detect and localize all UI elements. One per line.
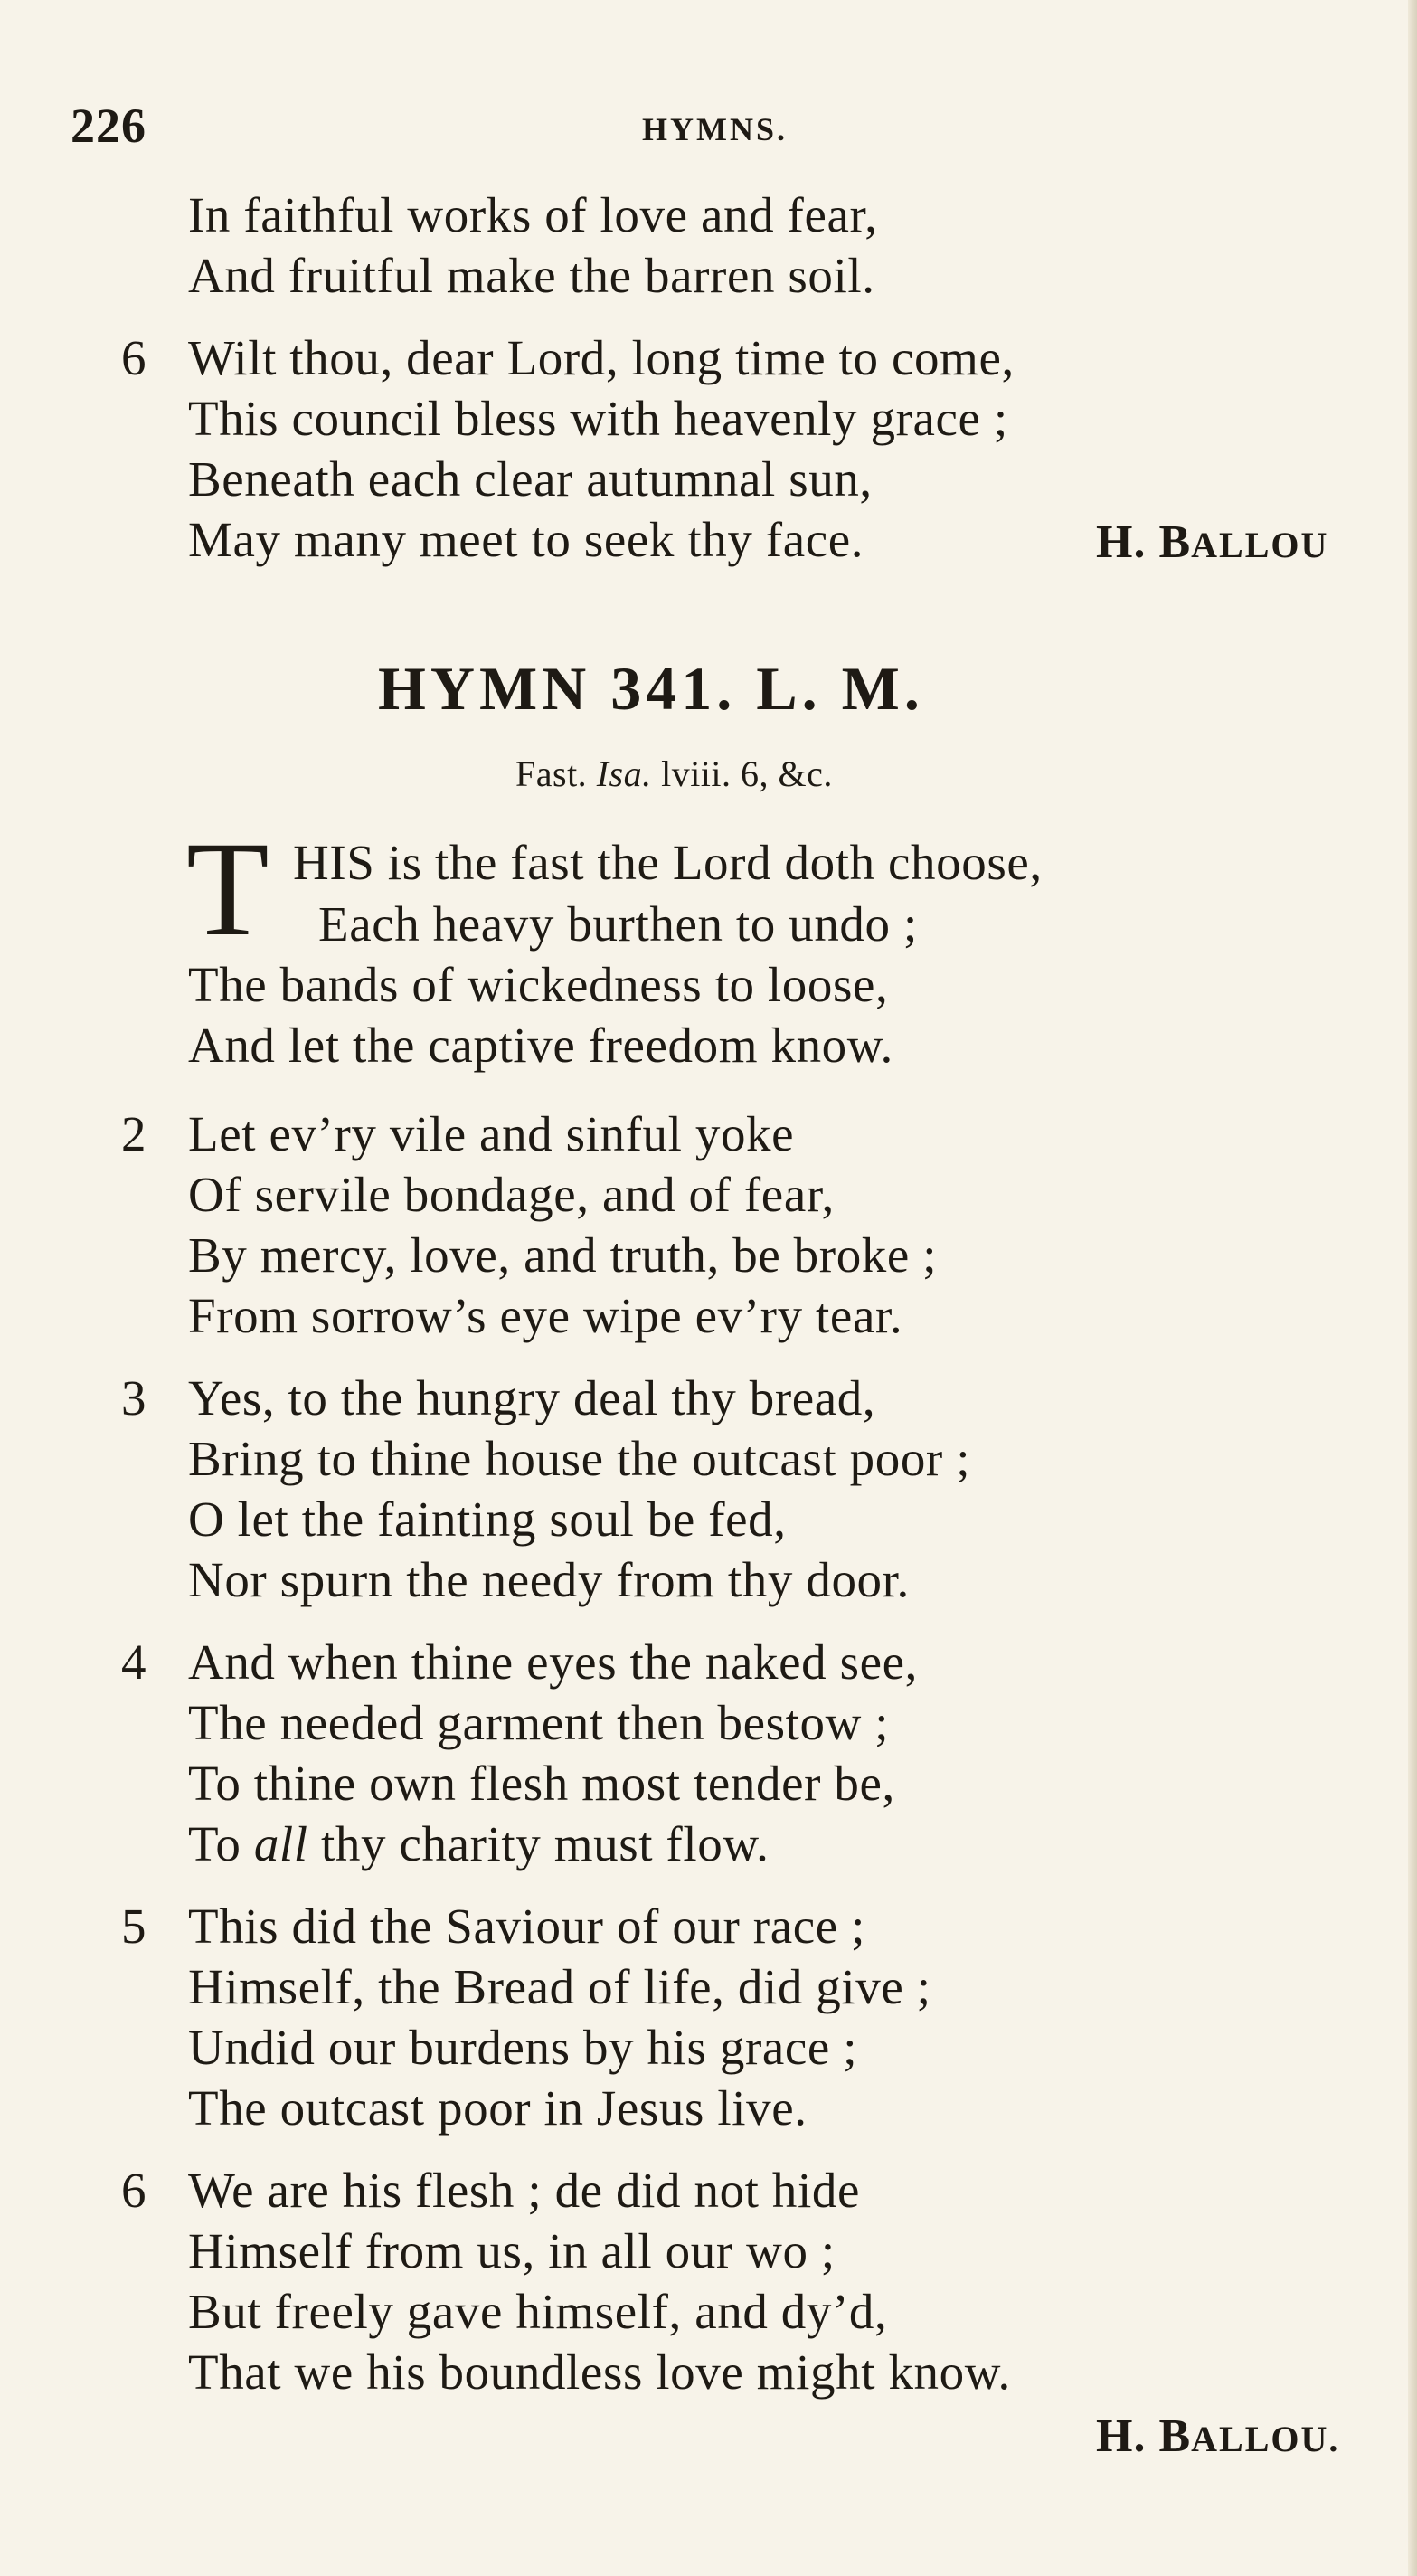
verse-line: And fruitful make the barren soil. <box>188 248 875 303</box>
verse-line: By mercy, love, and truth, be broke ; <box>188 1227 938 1283</box>
author-attribution <box>1096 516 1328 569</box>
drop-cap: T <box>186 814 269 964</box>
scripture-reference: lviii. 6, &c. <box>661 753 833 794</box>
verse-line: And let the captive freedom know. <box>188 1018 893 1073</box>
verse-line: From sorrow’s eye wipe ev’ry tear. <box>188 1288 903 1343</box>
author-name-cap: B <box>1158 516 1192 568</box>
verse-line: Each heavy burthen to undo ; <box>318 896 918 952</box>
stanza-number: 6 <box>121 330 146 385</box>
verse-line: This council bless with heavenly grace ; <box>188 391 1008 446</box>
verse-line: The outcast poor in Jesus live. <box>188 2080 808 2136</box>
author-name-cap: B <box>1158 2410 1192 2462</box>
verse-line: That we his boundless love might know. <box>188 2344 1011 2400</box>
verse-line: Nor spurn the needy from thy door. <box>188 1552 910 1607</box>
verse-line: And when thine eyes the naked see, <box>188 1634 918 1690</box>
verse-line: But freely gave himself, and dy’d, <box>188 2284 888 2339</box>
verse-line: The needed garment then bestow ; <box>188 1695 890 1750</box>
verse-line: Let ev’ry vile and sinful yoke <box>188 1106 795 1161</box>
verse-line: Yes, to the hungry deal thy bread, <box>188 1370 876 1425</box>
verse-line: HIS is the fast the Lord doth choose, <box>293 835 1043 890</box>
stanza-number: 2 <box>121 1106 146 1161</box>
scripture-book: Isa. <box>596 753 652 794</box>
verse-line: Himself from us, in all our wo ; <box>188 2223 836 2278</box>
verse-line: In faithful works of love and fear, <box>188 187 878 242</box>
stanza-number: 4 <box>121 1634 146 1690</box>
author-initial: H. <box>1096 2410 1147 2462</box>
emphasized-word: all <box>253 1816 308 1871</box>
stanza-number: 3 <box>121 1370 146 1425</box>
verse-line: Undid our burdens by his grace ; <box>188 2020 858 2075</box>
verse-line: This did the Saviour of our race ; <box>188 1899 865 1954</box>
subtitle-occasion: Fast. <box>515 753 588 794</box>
author-name-rest: ALLOU <box>1191 525 1329 565</box>
hymn-subtitle <box>515 753 833 795</box>
page-edge <box>1408 0 1417 2576</box>
verse-text: thy charity must flow. <box>307 1816 770 1871</box>
verse-line: The bands of wickedness to loose, <box>188 957 889 1012</box>
verse-line: Beneath each clear autumnal sun, <box>188 451 873 507</box>
author-initial: H. <box>1096 516 1147 568</box>
verse-text: To <box>188 1816 254 1871</box>
verse-line: To thine own flesh most tender be, <box>188 1756 895 1811</box>
page-number: 226 <box>71 99 146 153</box>
author-attribution <box>1096 2410 1339 2463</box>
verse-line: Of servile bondage, and of fear, <box>188 1167 835 1222</box>
verse-line: Himself, the Bread of life, did give ; <box>188 1959 931 2014</box>
page-header <box>71 98 1417 152</box>
verse-line <box>188 1815 769 1873</box>
verse-line: Wilt thou, dear Lord, long time to come, <box>188 330 1015 385</box>
stanza-number: 5 <box>121 1899 146 1954</box>
verse-line: Bring to thine house the outcast poor ; <box>188 1431 971 1486</box>
stanza-number: 6 <box>121 2163 146 2218</box>
hymn-title: HYMN 341. L. M. <box>378 654 924 723</box>
verse-line: May many meet to seek thy face. <box>188 512 864 567</box>
verse-line: O let the fainting soul be fed, <box>188 1492 787 1547</box>
running-head: HYMNS. <box>642 111 788 147</box>
verse-line: We are his flesh ; de did not hide <box>188 2163 860 2218</box>
author-name-rest: ALLOU. <box>1191 2419 1340 2459</box>
